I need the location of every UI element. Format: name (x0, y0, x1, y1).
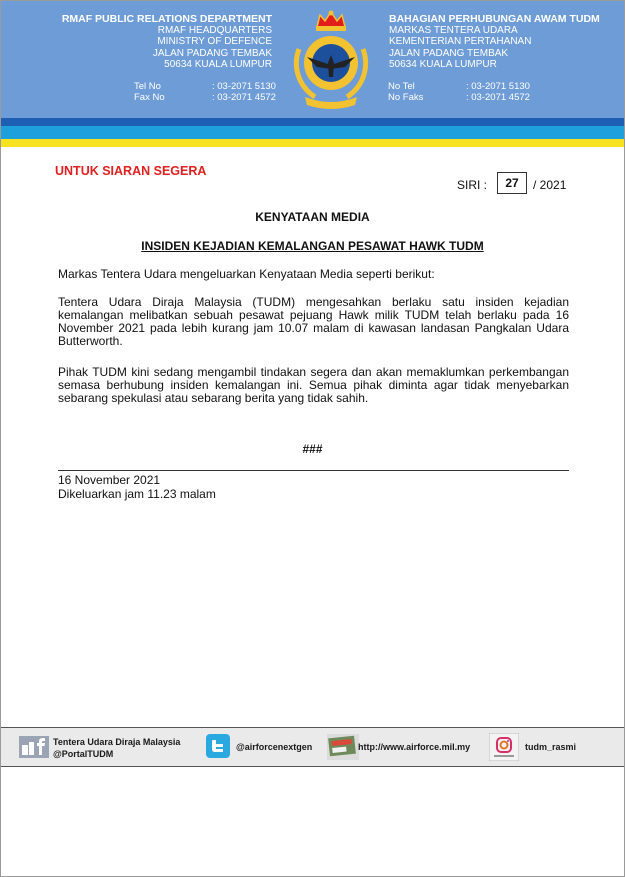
address-line: 50634 KUALA LUMPUR (389, 58, 497, 70)
issue-date: 16 November 2021 (58, 473, 161, 487)
address-line: MINISTRY OF DEFENCE (157, 36, 272, 48)
address-line: RMAF HEADQUARTERS (157, 25, 272, 37)
address-line: MARKAS TENTERA UDARA (389, 25, 518, 37)
contact-en (134, 81, 276, 103)
twitter-icon[interactable] (206, 734, 230, 758)
instagram-icon[interactable] (489, 733, 519, 761)
instagram-handle[interactable]: tudm_rasmi (525, 742, 577, 752)
serial-year: / 2021 (533, 178, 567, 192)
paragraph-intro: Markas Tentera Udara mengeluarkan Kenyataan Media seperti berikut: (58, 267, 435, 281)
address-line: JALAN PADANG TEMBAK (389, 47, 509, 59)
header-stripe-yellow (1, 139, 624, 147)
letterhead (1, 1, 624, 119)
address-line: KEMENTERIAN PERTAHANAN (389, 36, 532, 48)
facebook-icon[interactable] (19, 736, 49, 758)
paragraph-incident: Tentera Udara Diraja Malaysia (TUDM) mengesahkan berlaku satu insiden kejadian kemalangan melibatkan sebuah pesawat pejuang Hawk milik TUDM telah berlaku pada 16 November 2021 pada lebih kurang jam 10.07 malam di kawasan landasan Pangkalan Udara Butterworth. (58, 295, 569, 348)
fax-value: : 03-2071 4572 (466, 92, 530, 103)
fax-label: No Faks (388, 92, 424, 103)
issue-info (58, 473, 216, 501)
tel-label: No Tel (388, 81, 415, 92)
rmaf-crest-icon (285, 7, 377, 111)
divider-line (58, 470, 569, 471)
twitter-handle[interactable]: @airforcenextgen (236, 742, 313, 752)
website-icon[interactable] (327, 734, 359, 760)
header-stripe-dark (1, 118, 624, 126)
tel-value: : 03-2071 5130 (466, 81, 530, 92)
department-title-ms: BAHAGIAN PERHUBUNGAN AWAM TUDM (389, 13, 600, 25)
serial-label: SIRI : (457, 178, 488, 192)
letterhead-english (62, 14, 272, 70)
urgent-release-label: UNTUK SIARAN SEGERA (55, 164, 207, 178)
statement-title: INSIDEN KEJADIAN KEMALANGAN PESAWAT HAWK TUDM (141, 239, 484, 253)
facebook-handle: @PortalTUDM (53, 749, 114, 759)
end-mark: ### (302, 442, 323, 456)
department-title-en: RMAF PUBLIC RELATIONS DEPARTMENT (61, 13, 272, 25)
facebook-page-name: Tentera Udara Diraja Malaysia (53, 737, 181, 747)
header-stripe-light (1, 126, 624, 139)
statement-heading: KENYATAAN MEDIA (255, 210, 370, 224)
tel-label: Tel No (134, 81, 161, 92)
fax-label: Fax No (134, 92, 165, 103)
facebook-link[interactable] (53, 737, 180, 759)
tel-value: : 03-2071 5130 (212, 81, 276, 92)
address-line: 50634 KUALA LUMPUR (164, 58, 272, 70)
website-url[interactable]: http://www.airforce.mil.my (358, 742, 471, 752)
paragraph-action: Pihak TUDM kini sedang mengambil tindakan segera dan akan memaklumkan perkembangan semasa berhubung insiden kemalangan ini. Semua pihak diminta agar tidak menyebarkan sebarang spekulasi atau sebarang berita yang tidak sahih. (58, 365, 569, 405)
contact-ms (388, 81, 530, 103)
address-line: JALAN PADANG TEMBAK (152, 47, 272, 59)
letterhead-malay (389, 14, 600, 70)
serial-number-box: 27 (497, 172, 527, 194)
fax-value: : 03-2071 4572 (212, 92, 276, 103)
issue-time: Dikeluarkan jam 11.23 malam (58, 487, 216, 501)
social-media-footer (1, 727, 624, 767)
